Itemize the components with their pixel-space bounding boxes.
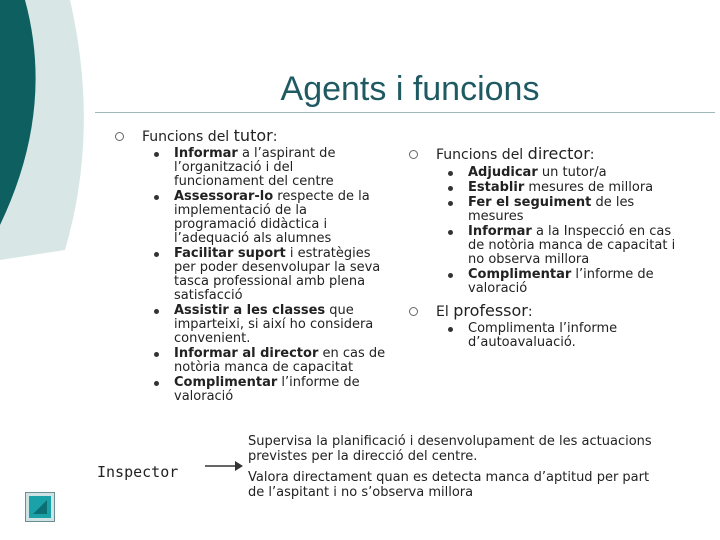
list-item: Assessorar-lo respecte de la implementació de la programació didàctica i l’adequació als alumnes <box>174 190 386 246</box>
slide-title: Agents i funcions <box>280 70 540 108</box>
bullet-icon <box>448 186 453 191</box>
director-list <box>468 166 686 297</box>
slide-nav-button[interactable] <box>25 492 55 522</box>
decorative-curve <box>0 0 90 260</box>
tutor-list <box>174 147 386 405</box>
bullet-icon <box>154 152 159 157</box>
professor-heading: El professor: <box>436 303 533 320</box>
bullet-icon <box>154 381 159 386</box>
tutor-heading: Funcions del tutor: <box>142 128 277 145</box>
list-item: Complimentar l’informe de valoració <box>174 376 386 404</box>
list-item: Complimentar l’informe de valoració <box>468 268 686 296</box>
hollow-bullet-icon <box>409 150 418 159</box>
bullet-icon <box>154 252 159 257</box>
list-item: Informar a la Inspecció en cas de notòria manca de capacitat i no observa millora <box>468 225 686 267</box>
list-item: Adjudicar un tutor/a <box>468 166 686 180</box>
director-heading: Funcions del director: <box>436 146 594 163</box>
list-item: Establir mesures de millora <box>468 181 686 195</box>
bullet-icon <box>154 195 159 200</box>
list-item: Fer el seguiment de les mesures <box>468 196 686 224</box>
title-divider <box>95 112 715 113</box>
bullet-icon <box>448 230 453 235</box>
bullet-icon <box>448 273 453 278</box>
list-item: Informar a l’aspirant de l’organització i del funcionament del centre <box>174 147 386 189</box>
inspector-label: Inspector <box>97 463 179 481</box>
list-item: Assistir a les classes que imparteixi, si així ho considera convenient. <box>174 304 386 346</box>
list-item: Facilitar suport i estratègies per poder desenvolupar la seva tasca professional amb plena satisfacció <box>174 247 386 303</box>
bullet-icon <box>154 309 159 314</box>
bullet-icon <box>448 171 453 176</box>
bullet-icon <box>448 201 453 206</box>
inspector-functions <box>248 434 668 506</box>
hollow-bullet-icon <box>409 307 418 316</box>
bullet-icon <box>154 352 159 357</box>
list-item: Informar al director en cas de notòria manca de capacitat <box>174 347 386 375</box>
bullet-icon <box>448 327 453 332</box>
arrow-right-icon <box>204 458 244 474</box>
inspector-line: Supervisa la planificació i desenvolupament de les actuacions previstes per la direcció del centre. <box>248 434 652 464</box>
inspector-line: Valora directament quan es detecta manca d’aptitud per part de l’aspitant i no s’observa millora <box>248 470 650 500</box>
hollow-bullet-icon <box>115 132 124 141</box>
list-item: Complimenta l’informe d’autoavaluació. <box>468 322 668 350</box>
professor-list <box>468 322 668 351</box>
